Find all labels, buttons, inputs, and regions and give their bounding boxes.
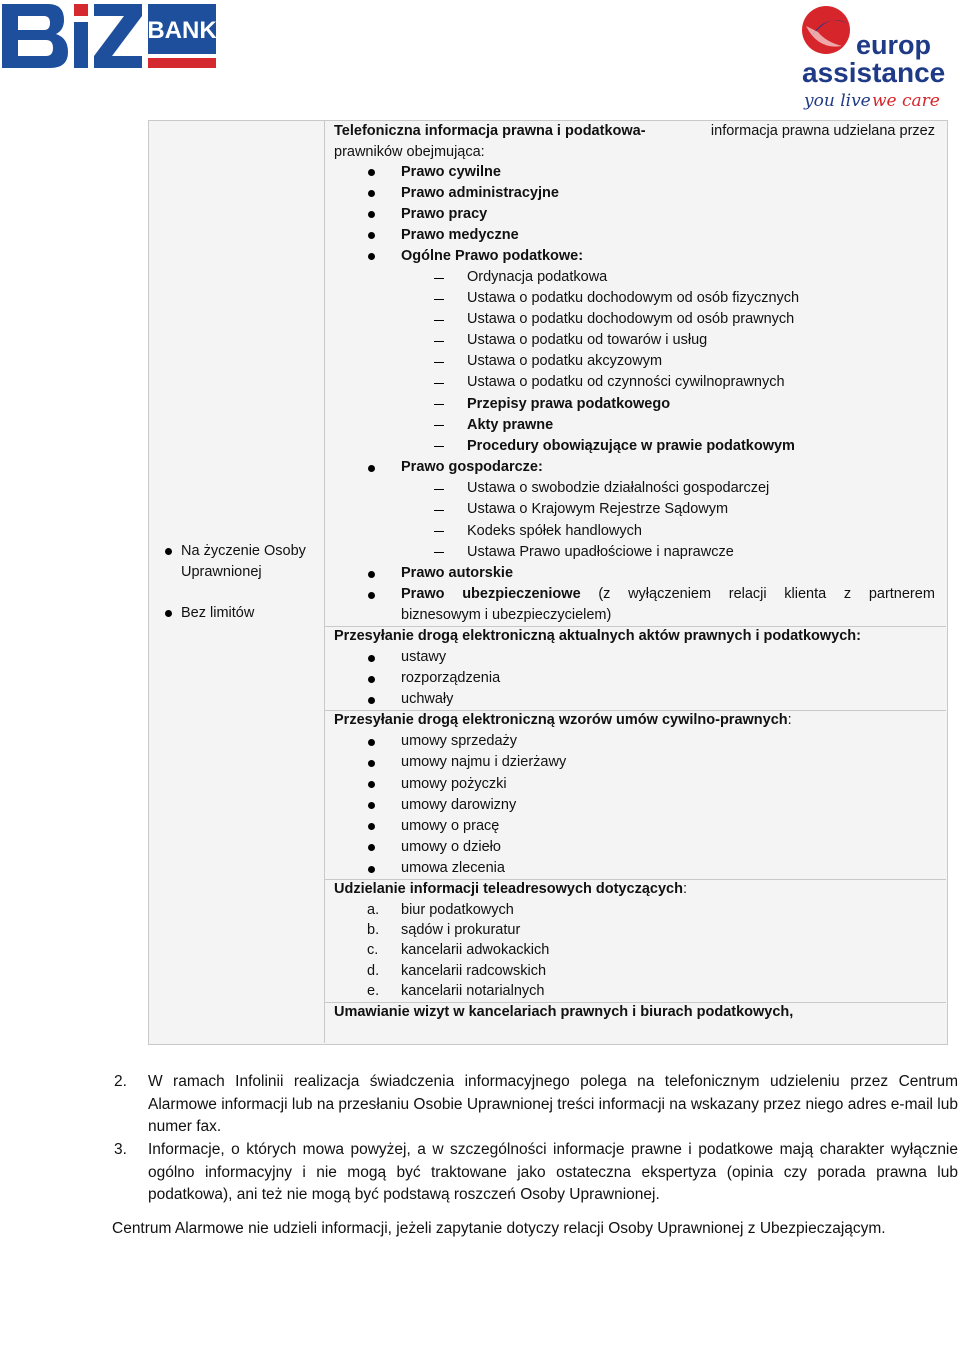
dash	[434, 489, 444, 490]
paragraph-number: 2.	[114, 1073, 127, 1090]
item-tax-law: Ogólne Prawo podatkowe:	[401, 248, 584, 264]
europ-assistance-logo	[796, 2, 946, 114]
paragraph-3: Informacje, o których mowa powyżej, a w szczególności informacje prawne i podatkowe mają charakter wyłącznie ogólno informacyjny i nie mogą być traktowane jako ostateczna ekspertyza (opinia czy porada prawna lub podatkowa), ani też nie mogą być podstawą roszczeń Osoby Uprawnionej.	[148, 1141, 958, 1203]
dash	[434, 299, 444, 300]
bullet	[165, 548, 172, 555]
paragraph-number: 3.	[114, 1141, 127, 1158]
item-civil-law: Prawo cywilne	[401, 164, 501, 180]
section3-item: umowa zlecenia	[401, 860, 505, 876]
section4-item: kancelarii radcowskich	[401, 963, 547, 979]
tax-subitem-bold: Procedury obowiązujące w prawie podatkowym	[467, 438, 795, 454]
section4-title: Udzielanie informacji teleadresowych dotyczących:	[334, 881, 687, 897]
list-letter: d.	[367, 963, 380, 979]
item-labour-law: Prawo pracy	[401, 206, 488, 222]
econ-subitem: Kodeks spółek handlowych	[467, 523, 642, 539]
dash	[434, 341, 444, 342]
dash	[434, 383, 444, 384]
econ-subitem: Ustawa o swobodzie działalności gospodarczej	[467, 480, 770, 496]
paragraph-2: W ramach Infolinii realizacja świadczenia informacyjnego polega na telefonicznym udzieleniu przez Centrum Alarmowe informacji lub na przesłaniu Osobie Uprawnionej treści informacji na wskazany przez niego adres e-mail lub numer fax.	[148, 1073, 958, 1135]
tagline-you-live: you live	[804, 91, 871, 111]
tax-subitem: Ustawa o podatku dochodowym od osób prawnych	[467, 311, 795, 327]
bank-text: BANK	[147, 17, 217, 44]
section4-item: sądów i prokuratur	[401, 922, 521, 938]
assistance-text: assistance	[802, 57, 946, 88]
left-item-on-request: Na życzenie Osoby Uprawnionej	[181, 543, 306, 580]
list-letter: e.	[367, 983, 380, 999]
bullet	[368, 697, 375, 704]
section4-item: biur podatkowych	[401, 902, 514, 918]
item-insurance-law-line2: biznesowym i ubezpieczycielem)	[401, 607, 612, 623]
section4-item: kancelarii adwokackich	[401, 942, 550, 958]
bullet	[368, 676, 375, 683]
bullet	[368, 760, 375, 767]
dash	[434, 552, 444, 553]
bullet	[368, 802, 375, 809]
item-economic-law: Prawo gospodarcze:	[401, 459, 543, 475]
bullet	[368, 465, 375, 472]
bullet	[165, 610, 172, 617]
dash	[434, 531, 444, 532]
dash	[434, 404, 444, 405]
section2-item: uchwały	[401, 691, 454, 707]
tax-subitem-bold: Akty prawne	[467, 417, 554, 433]
bullet	[368, 592, 375, 599]
tax-subitem: Ordynacja podatkowa	[467, 269, 608, 285]
section3-item: umowy darowizny	[401, 797, 517, 813]
section2-item: ustawy	[401, 649, 447, 665]
section1-title: Telefoniczna informacja prawna i podatkowa- informacja prawna udzielana przez	[334, 123, 935, 139]
tax-subitem-bold: Przepisy prawa podatkowego	[467, 396, 671, 412]
bullet	[368, 253, 375, 260]
bullet	[368, 571, 375, 578]
section3-title: Przesyłanie drogą elektroniczną wzorów umów cywilno-prawnych:	[334, 712, 792, 728]
bullet	[368, 169, 375, 176]
list-letter: a.	[367, 902, 380, 918]
tagline-we-care: we care	[872, 91, 940, 111]
list-letter: c.	[367, 942, 379, 958]
econ-subitem: Ustawa o Krajowym Rejestrze Sądowym	[467, 501, 729, 517]
bullet	[368, 190, 375, 197]
section5-title: Umawianie wizyt w kancelariach prawnych i biurach podatkowych,	[334, 1004, 794, 1020]
bullet	[368, 211, 375, 218]
item-copyright: Prawo autorskie	[401, 565, 514, 581]
section3-item: umowy najmu i dzierżawy	[401, 754, 567, 770]
section2-title: Przesyłanie drogą elektroniczną aktualnych aktów prawnych i podatkowych:	[334, 628, 861, 644]
left-item-no-limits: Bez limitów	[181, 605, 255, 621]
dash	[434, 320, 444, 321]
bullet	[368, 739, 375, 746]
final-note: Centrum Alarmowe nie udzieli informacji, jeżeli zapytanie dotyczy relacji Osoby Uprawnionej z Ubezpieczającym.	[112, 1220, 886, 1237]
econ-subitem: Ustawa Prawo upadłościowe i naprawcze	[467, 544, 734, 560]
section3-item: umowy pożyczki	[401, 776, 507, 792]
tax-subitem: Ustawa o podatku od towarów i usług	[467, 332, 708, 348]
bullet	[368, 655, 375, 662]
item-insurance-law: Prawo ubezpieczeniowe (z wyłączeniem relacji klienta z partnerem	[401, 586, 935, 602]
bullet	[368, 781, 375, 788]
bullet	[368, 232, 375, 239]
section3-item: umowy o pracę	[401, 818, 500, 834]
bullet	[368, 866, 375, 873]
bullet	[368, 823, 375, 830]
bizbank-logo	[0, 0, 220, 72]
europ-text: europ	[856, 30, 932, 60]
tax-subitem: Ustawa o podatku akcyzowym	[467, 353, 663, 369]
list-letter: b.	[367, 922, 380, 938]
section2-item: rozporządzenia	[401, 670, 501, 686]
tax-subitem: Ustawa o podatku od czynności cywilnoprawnych	[467, 374, 785, 390]
dash	[434, 278, 444, 279]
dash	[434, 425, 444, 426]
dash	[434, 446, 444, 447]
item-medical-law: Prawo medyczne	[401, 227, 519, 243]
section1-title-line2: prawników obejmująca:	[334, 144, 485, 160]
item-admin-law: Prawo administracyjne	[401, 185, 559, 201]
dash	[434, 362, 444, 363]
dash	[434, 510, 444, 511]
section4-item: kancelarii notarialnych	[401, 983, 545, 999]
tax-subitem: Ustawa o podatku dochodowym od osób fizycznych	[467, 290, 800, 306]
section3-item: umowy o dzieło	[401, 839, 501, 855]
bullet	[368, 844, 375, 851]
section3-item: umowy sprzedaży	[401, 733, 518, 749]
